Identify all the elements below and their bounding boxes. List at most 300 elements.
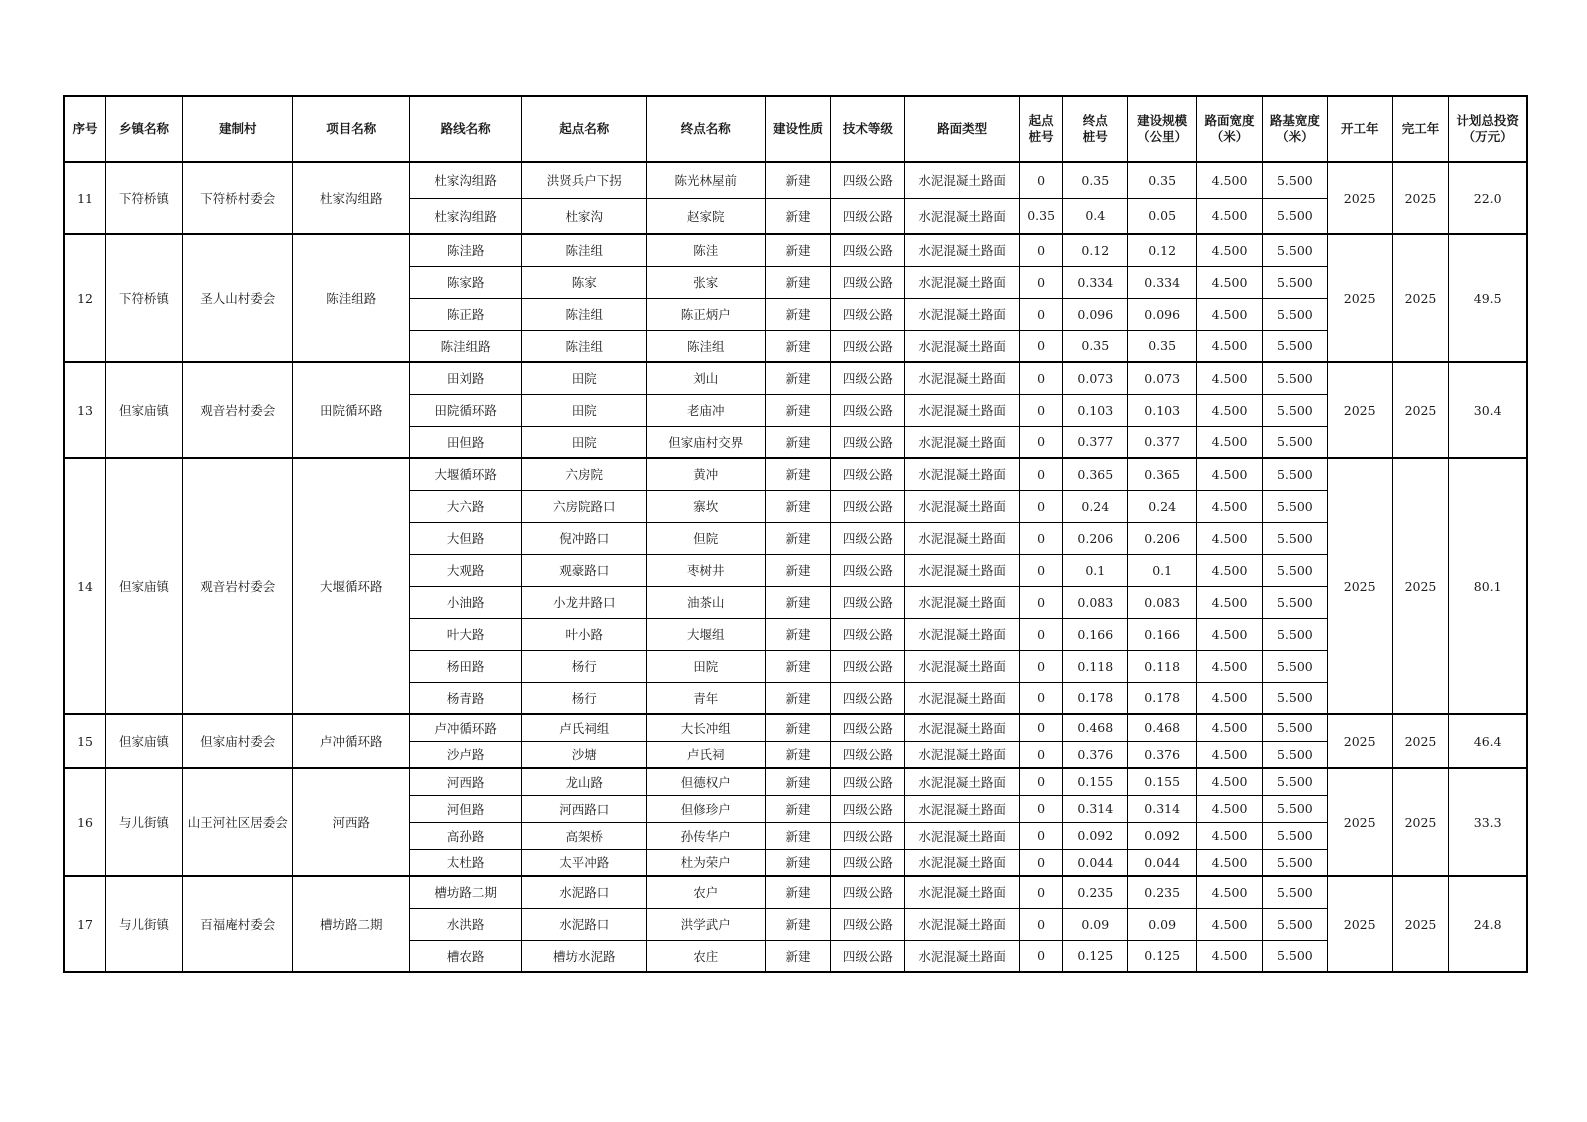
start-year-cell: 2025 [1327,234,1392,362]
start-stake-cell: 0 [1019,490,1063,522]
township-cell: 但家庙镇 [106,458,183,714]
construction-type-cell: 新建 [765,234,831,266]
length-km-cell: 0.314 [1128,795,1197,822]
start-stake-cell: 0 [1019,586,1063,618]
length-km-cell: 0.118 [1128,650,1197,682]
subgrade-width-cell: 5.500 [1262,822,1327,849]
end-point-cell: 枣树井 [647,554,766,586]
technical-grade-cell: 四级公路 [831,426,905,458]
surface-type-cell: 水泥混凝土路面 [905,298,1019,330]
start-year-cell: 2025 [1327,768,1392,876]
start-point-cell: 太平冲路 [522,849,647,876]
start-stake-cell: 0 [1019,940,1063,972]
start-stake-cell: 0 [1019,618,1063,650]
length-km-cell: 0.05 [1128,198,1197,234]
surface-type-cell: 水泥混凝土路面 [905,330,1019,362]
length-km-cell: 0.35 [1128,162,1197,198]
end-point-cell: 田院 [647,650,766,682]
subgrade-width-cell: 5.500 [1262,741,1327,768]
township-cell: 但家庙镇 [106,362,183,458]
township-cell: 与儿街镇 [106,876,183,972]
table-body [64,162,1527,972]
end-point-cell: 陈光林屋前 [647,162,766,198]
project-name-cell: 陈洼组路 [293,234,410,362]
length-km-cell: 0.166 [1128,618,1197,650]
serial-number-cell: 17 [64,876,106,972]
end-point-cell: 洪学武户 [647,908,766,940]
village-cell: 下符桥村委会 [183,162,293,234]
end-stake-cell: 0.35 [1063,330,1128,362]
route-name-cell: 水洪路 [409,908,521,940]
end-year-cell: 2025 [1392,234,1449,362]
surface-type-cell: 水泥混凝土路面 [905,586,1019,618]
subgrade-width-cell: 5.500 [1262,554,1327,586]
length-km-cell: 0.365 [1128,458,1197,490]
end-stake-cell: 0.24 [1063,490,1128,522]
subgrade-width-cell: 5.500 [1262,908,1327,940]
end-stake-cell: 0.155 [1063,768,1128,795]
subgrade-width-cell: 5.500 [1262,522,1327,554]
start-point-cell: 六房院路口 [522,490,647,522]
length-km-cell: 0.125 [1128,940,1197,972]
technical-grade-cell: 四级公路 [831,234,905,266]
length-km-cell: 0.178 [1128,682,1197,714]
end-point-cell: 大长冲组 [647,714,766,741]
technical-grade-cell: 四级公路 [831,682,905,714]
technical-grade-cell: 四级公路 [831,714,905,741]
start-stake-cell: 0 [1019,266,1063,298]
start-point-cell: 六房院 [522,458,647,490]
route-name-cell: 河西路 [409,768,521,795]
pavement-width-cell: 4.500 [1197,876,1263,908]
pavement-width-cell: 4.500 [1197,682,1263,714]
end-stake-cell: 0.468 [1063,714,1128,741]
col-header: 计划总投资 （万元） [1449,96,1527,162]
route-name-cell: 杨田路 [409,650,521,682]
subgrade-width-cell: 5.500 [1262,650,1327,682]
length-km-cell: 0.044 [1128,849,1197,876]
table-row [64,714,1527,741]
construction-type-cell: 新建 [765,908,831,940]
subgrade-width-cell: 5.500 [1262,714,1327,741]
length-km-cell: 0.377 [1128,426,1197,458]
surface-type-cell: 水泥混凝土路面 [905,849,1019,876]
serial-number-cell: 12 [64,234,106,362]
end-stake-cell: 0.044 [1063,849,1128,876]
technical-grade-cell: 四级公路 [831,650,905,682]
surface-type-cell: 水泥混凝土路面 [905,682,1019,714]
end-year-cell: 2025 [1392,458,1449,714]
construction-type-cell: 新建 [765,714,831,741]
start-stake-cell: 0 [1019,162,1063,198]
end-year-cell: 2025 [1392,162,1449,234]
construction-type-cell: 新建 [765,490,831,522]
end-point-cell: 农户 [647,876,766,908]
end-point-cell: 但修珍户 [647,795,766,822]
surface-type-cell: 水泥混凝土路面 [905,940,1019,972]
col-header: 乡镇名称 [106,96,183,162]
subgrade-width-cell: 5.500 [1262,198,1327,234]
end-point-cell: 大堰组 [647,618,766,650]
end-stake-cell: 0.125 [1063,940,1128,972]
table-row [64,162,1527,198]
start-stake-cell: 0 [1019,234,1063,266]
start-stake-cell: 0 [1019,362,1063,394]
serial-number-cell: 16 [64,768,106,876]
end-stake-cell: 0.334 [1063,266,1128,298]
start-point-cell: 杨行 [522,682,647,714]
pavement-width-cell: 4.500 [1197,162,1263,198]
project-name-cell: 田院循环路 [293,362,410,458]
end-point-cell: 老庙冲 [647,394,766,426]
surface-type-cell: 水泥混凝土路面 [905,876,1019,908]
investment-cell: 30.4 [1449,362,1527,458]
pavement-width-cell: 4.500 [1197,198,1263,234]
construction-type-cell: 新建 [765,618,831,650]
start-stake-cell: 0 [1019,768,1063,795]
route-name-cell: 槽农路 [409,940,521,972]
start-year-cell: 2025 [1327,714,1392,768]
construction-type-cell: 新建 [765,522,831,554]
end-point-cell: 陈洼组 [647,330,766,362]
pavement-width-cell: 4.500 [1197,426,1263,458]
start-point-cell: 槽坊水泥路 [522,940,647,972]
technical-grade-cell: 四级公路 [831,618,905,650]
col-header: 起点名称 [522,96,647,162]
pavement-width-cell: 4.500 [1197,714,1263,741]
technical-grade-cell: 四级公路 [831,266,905,298]
investment-cell: 46.4 [1449,714,1527,768]
route-name-cell: 河但路 [409,795,521,822]
surface-type-cell: 水泥混凝土路面 [905,618,1019,650]
pavement-width-cell: 4.500 [1197,458,1263,490]
subgrade-width-cell: 5.500 [1262,298,1327,330]
table-row [64,876,1527,908]
end-year-cell: 2025 [1392,714,1449,768]
surface-type-cell: 水泥混凝土路面 [905,822,1019,849]
route-name-cell: 陈正路 [409,298,521,330]
construction-type-cell: 新建 [765,822,831,849]
route-name-cell: 杨青路 [409,682,521,714]
length-km-cell: 0.12 [1128,234,1197,266]
start-point-cell: 陈洼组 [522,330,647,362]
subgrade-width-cell: 5.500 [1262,768,1327,795]
construction-type-cell: 新建 [765,586,831,618]
pavement-width-cell: 4.500 [1197,940,1263,972]
col-header: 终点 桩号 [1063,96,1128,162]
construction-type-cell: 新建 [765,394,831,426]
col-header: 终点名称 [647,96,766,162]
end-point-cell: 寨坎 [647,490,766,522]
route-name-cell: 杜家沟组路 [409,162,521,198]
village-cell: 观音岩村委会 [183,458,293,714]
start-stake-cell: 0 [1019,330,1063,362]
pavement-width-cell: 4.500 [1197,650,1263,682]
length-km-cell: 0.103 [1128,394,1197,426]
end-point-cell: 农庄 [647,940,766,972]
technical-grade-cell: 四级公路 [831,908,905,940]
construction-type-cell: 新建 [765,330,831,362]
end-point-cell: 但家庙村交界 [647,426,766,458]
start-stake-cell: 0 [1019,714,1063,741]
technical-grade-cell: 四级公路 [831,876,905,908]
route-name-cell: 叶大路 [409,618,521,650]
start-stake-cell: 0 [1019,849,1063,876]
col-header: 建制村 [183,96,293,162]
end-year-cell: 2025 [1392,876,1449,972]
end-stake-cell: 0.365 [1063,458,1128,490]
start-year-cell: 2025 [1327,876,1392,972]
end-stake-cell: 0.235 [1063,876,1128,908]
surface-type-cell: 水泥混凝土路面 [905,362,1019,394]
end-point-cell: 赵家院 [647,198,766,234]
start-point-cell: 陈洼组 [522,298,647,330]
route-name-cell: 卢冲循环路 [409,714,521,741]
construction-type-cell: 新建 [765,426,831,458]
serial-number-cell: 13 [64,362,106,458]
construction-type-cell: 新建 [765,198,831,234]
end-stake-cell: 0.35 [1063,162,1128,198]
technical-grade-cell: 四级公路 [831,554,905,586]
village-cell: 百福庵村委会 [183,876,293,972]
subgrade-width-cell: 5.500 [1262,849,1327,876]
subgrade-width-cell: 5.500 [1262,330,1327,362]
route-name-cell: 大六路 [409,490,521,522]
construction-type-cell: 新建 [765,849,831,876]
length-km-cell: 0.092 [1128,822,1197,849]
col-header: 路面宽度 （米） [1197,96,1263,162]
start-point-cell: 龙山路 [522,768,647,795]
construction-type-cell: 新建 [765,650,831,682]
pavement-width-cell: 4.500 [1197,330,1263,362]
end-stake-cell: 0.103 [1063,394,1128,426]
investment-cell: 33.3 [1449,768,1527,876]
start-year-cell: 2025 [1327,362,1392,458]
serial-number-cell: 15 [64,714,106,768]
subgrade-width-cell: 5.500 [1262,426,1327,458]
construction-type-cell: 新建 [765,298,831,330]
col-header: 序号 [64,96,106,162]
surface-type-cell: 水泥混凝土路面 [905,198,1019,234]
start-point-cell: 高架桥 [522,822,647,849]
project-name-cell: 河西路 [293,768,410,876]
col-header: 路基宽度 （米） [1262,96,1327,162]
pavement-width-cell: 4.500 [1197,908,1263,940]
surface-type-cell: 水泥混凝土路面 [905,554,1019,586]
township-cell: 下符桥镇 [106,234,183,362]
start-stake-cell: 0 [1019,795,1063,822]
pavement-width-cell: 4.500 [1197,394,1263,426]
pavement-width-cell: 4.500 [1197,522,1263,554]
technical-grade-cell: 四级公路 [831,162,905,198]
end-stake-cell: 0.314 [1063,795,1128,822]
route-name-cell: 陈洼组路 [409,330,521,362]
project-name-cell: 卢冲循环路 [293,714,410,768]
start-stake-cell: 0 [1019,554,1063,586]
project-name-cell: 槽坊路二期 [293,876,410,972]
surface-type-cell: 水泥混凝土路面 [905,394,1019,426]
start-stake-cell: 0 [1019,426,1063,458]
investment-cell: 49.5 [1449,234,1527,362]
end-stake-cell: 0.4 [1063,198,1128,234]
route-name-cell: 小油路 [409,586,521,618]
start-point-cell: 陈家 [522,266,647,298]
length-km-cell: 0.206 [1128,522,1197,554]
subgrade-width-cell: 5.500 [1262,876,1327,908]
end-year-cell: 2025 [1392,768,1449,876]
col-header: 建设规模 （公里） [1128,96,1197,162]
end-stake-cell: 0.09 [1063,908,1128,940]
subgrade-width-cell: 5.500 [1262,266,1327,298]
start-stake-cell: 0 [1019,741,1063,768]
route-name-cell: 杜家沟组路 [409,198,521,234]
length-km-cell: 0.468 [1128,714,1197,741]
route-name-cell: 陈洼路 [409,234,521,266]
end-point-cell: 张家 [647,266,766,298]
construction-type-cell: 新建 [765,458,831,490]
pavement-width-cell: 4.500 [1197,618,1263,650]
technical-grade-cell: 四级公路 [831,822,905,849]
start-point-cell: 水泥路口 [522,876,647,908]
surface-type-cell: 水泥混凝土路面 [905,490,1019,522]
subgrade-width-cell: 5.500 [1262,362,1327,394]
end-point-cell: 杜为荣户 [647,849,766,876]
length-km-cell: 0.35 [1128,330,1197,362]
length-km-cell: 0.073 [1128,362,1197,394]
length-km-cell: 0.235 [1128,876,1197,908]
subgrade-width-cell: 5.500 [1262,162,1327,198]
table-row [64,458,1527,490]
col-header: 技术等级 [831,96,905,162]
start-point-cell: 小龙井路口 [522,586,647,618]
end-stake-cell: 0.083 [1063,586,1128,618]
route-name-cell: 大堰循环路 [409,458,521,490]
subgrade-width-cell: 5.500 [1262,234,1327,266]
route-name-cell: 高孙路 [409,822,521,849]
start-stake-cell: 0 [1019,394,1063,426]
table-row [64,362,1527,394]
technical-grade-cell: 四级公路 [831,198,905,234]
length-km-cell: 0.083 [1128,586,1197,618]
end-point-cell: 油茶山 [647,586,766,618]
end-point-cell: 但院 [647,522,766,554]
start-point-cell: 卢氏祠组 [522,714,647,741]
pavement-width-cell: 4.500 [1197,849,1263,876]
table-row [64,234,1527,266]
end-point-cell: 黄冲 [647,458,766,490]
end-point-cell: 但德权户 [647,768,766,795]
start-point-cell: 水泥路口 [522,908,647,940]
table-row [64,768,1527,795]
col-header: 路面类型 [905,96,1019,162]
construction-type-cell: 新建 [765,768,831,795]
surface-type-cell: 水泥混凝土路面 [905,795,1019,822]
start-point-cell: 杜家沟 [522,198,647,234]
route-name-cell: 大但路 [409,522,521,554]
start-stake-cell: 0 [1019,522,1063,554]
surface-type-cell: 水泥混凝土路面 [905,768,1019,795]
start-stake-cell: 0 [1019,908,1063,940]
pavement-width-cell: 4.500 [1197,554,1263,586]
col-header: 建设性质 [765,96,831,162]
end-point-cell: 刘山 [647,362,766,394]
township-cell: 但家庙镇 [106,714,183,768]
end-stake-cell: 0.1 [1063,554,1128,586]
end-point-cell: 青年 [647,682,766,714]
township-cell: 与儿街镇 [106,768,183,876]
start-point-cell: 田院 [522,362,647,394]
start-point-cell: 杨行 [522,650,647,682]
end-stake-cell: 0.178 [1063,682,1128,714]
surface-type-cell: 水泥混凝土路面 [905,426,1019,458]
end-stake-cell: 0.073 [1063,362,1128,394]
pavement-width-cell: 4.500 [1197,586,1263,618]
subgrade-width-cell: 5.500 [1262,682,1327,714]
length-km-cell: 0.24 [1128,490,1197,522]
start-point-cell: 田院 [522,426,647,458]
col-header: 项目名称 [293,96,410,162]
start-stake-cell: 0 [1019,822,1063,849]
start-stake-cell: 0 [1019,682,1063,714]
subgrade-width-cell: 5.500 [1262,586,1327,618]
surface-type-cell: 水泥混凝土路面 [905,522,1019,554]
surface-type-cell: 水泥混凝土路面 [905,714,1019,741]
route-name-cell: 沙卢路 [409,741,521,768]
end-point-cell: 孙传华户 [647,822,766,849]
route-name-cell: 陈家路 [409,266,521,298]
end-stake-cell: 0.092 [1063,822,1128,849]
start-year-cell: 2025 [1327,162,1392,234]
serial-number-cell: 11 [64,162,106,234]
col-header: 开工年 [1327,96,1392,162]
construction-type-cell: 新建 [765,162,831,198]
end-stake-cell: 0.096 [1063,298,1128,330]
end-stake-cell: 0.118 [1063,650,1128,682]
start-year-cell: 2025 [1327,458,1392,714]
route-name-cell: 槽坊路二期 [409,876,521,908]
technical-grade-cell: 四级公路 [831,298,905,330]
construction-type-cell: 新建 [765,795,831,822]
technical-grade-cell: 四级公路 [831,458,905,490]
township-cell: 下符桥镇 [106,162,183,234]
construction-type-cell: 新建 [765,266,831,298]
project-name-cell: 大堰循环路 [293,458,410,714]
start-point-cell: 陈洼组 [522,234,647,266]
technical-grade-cell: 四级公路 [831,768,905,795]
route-name-cell: 太杜路 [409,849,521,876]
start-point-cell: 洪贤兵户下拐 [522,162,647,198]
start-point-cell: 倪冲路口 [522,522,647,554]
start-stake-cell: 0 [1019,458,1063,490]
start-point-cell: 观豪路口 [522,554,647,586]
investment-cell: 24.8 [1449,876,1527,972]
route-name-cell: 大观路 [409,554,521,586]
technical-grade-cell: 四级公路 [831,362,905,394]
technical-grade-cell: 四级公路 [831,849,905,876]
construction-type-cell: 新建 [765,554,831,586]
pavement-width-cell: 4.500 [1197,362,1263,394]
route-name-cell: 田但路 [409,426,521,458]
end-stake-cell: 0.206 [1063,522,1128,554]
investment-cell: 22.0 [1449,162,1527,234]
start-point-cell: 河西路口 [522,795,647,822]
construction-type-cell: 新建 [765,741,831,768]
pavement-width-cell: 4.500 [1197,768,1263,795]
length-km-cell: 0.155 [1128,768,1197,795]
start-stake-cell: 0.35 [1019,198,1063,234]
village-cell: 圣人山村委会 [183,234,293,362]
technical-grade-cell: 四级公路 [831,940,905,972]
